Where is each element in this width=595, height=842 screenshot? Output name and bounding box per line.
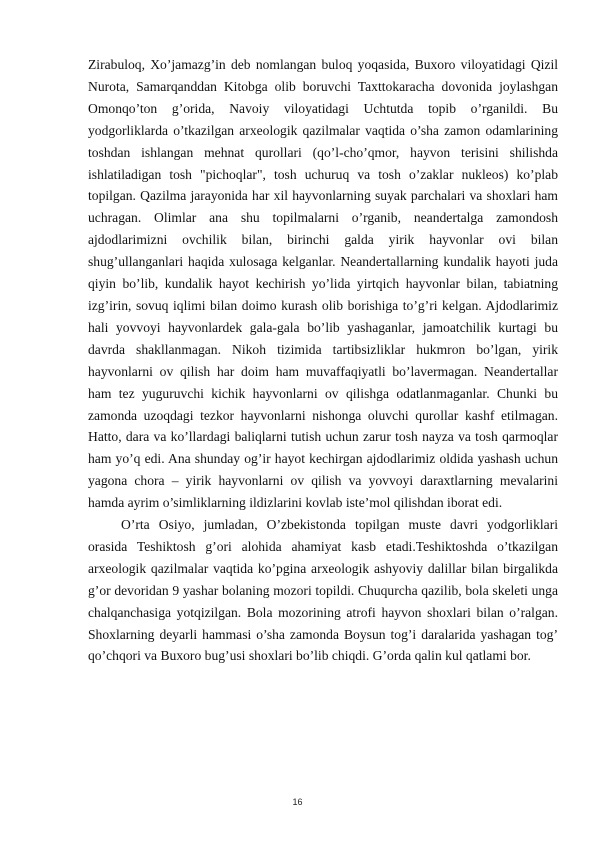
paragraph-2: O’rta Osiyo, jumladan, O’zbekistonda topilgan muste davri yodgorliklari orasida Teshiktosh g’ori alohida ahamiyat kasb etadi.Teshiktoshda o’tkazilgan arxeologik qazilmalar vaqtida ko’pgina arxeologik ashyoviy dalillar bilan birgalikda g’or devoridan 9 yashar bolaning mozori topildi. Chuqurcha qazilib, bola skeleti unga chalqanchasiga yotqizilgan. Bola mozorining atrofi hayvon shoxlari bilan o’ralgan. Shoxlarning deyarli hammasi o’sha zamonda Boysun tog’i daralarida yashagan tog’ qo’chqori va Buxoro bug’usi shoxlari bo’lib chiqdi. G’orda qalin kul qatlami bor. xyxy=(88,517,558,664)
body-text xyxy=(88,54,558,667)
paragraph-1: Zirabuloq, Xo’jamazg’in deb nomlangan buloq yoqasida, Buxoro viloyatidagi Qizil Nurota, Samarqanddan Kitobga olib boruvchi Taxttokaracha dovonida joylashgan Omonqo’ton g’orida, Navoiy viloyatidagi Uchtutda topib o’rganildi. Bu yodgorliklarda o’tkazilgan arxeologik qazilmalar vaqtida o’sha zamon odamlarining toshdan ishlangan mehnat qurollari (qo’l-cho’qmor, hayvon terisini shilishda ishlatiladigan tosh "pichoqlar", tosh uchuruq va tosh o’zaklar nukleos) ko’plab topilgan. Qazilma jarayonida har xil hayvonlarning suyak parchalari va shoxlari ham uchragan. Olimlar ana shu topilmalarni o’rganib, neandertalga zamondosh ajdodlarimizni ovchilik bilan, birinchi galda yirik hayvonlar ovi bilan shug’ullanganlari haqida xulosaga kelganlar. Neandertallarning kundalik hayoti juda qiyin bo’lib, kundalik hayot kechirish yo’lida yirtqich hayvonlar bilan, tabiatning izg’irin, sovuq iqlimi bilan doimo kurash olib borishiga to’g’ri kelgan. Ajdodlarimiz hali yovvoyi hayvonlardek gala-gala bo’lib yashaganlar, jamoatchilik kurtagi bu davrda shakllanmagan. Nikoh tizimida tartibsizliklar hukmron bo’lgan, yirik hayvonlarni ov qilish har doim ham muvaffaqiyatli bo’lavermagan. Neandertallar ham tez yuguruvchi kichik hayvonlarni ov qilishga odatlanmaganlar. Chunki bu zamonda uzoqdagi tezkor hayvonlarni nishonga oluvchi qurollar kashf etilmagan. Hatto, dara va ko’llardagi baliqlarni tutish uchun zarur tosh nayza va tosh qarmoqlar ham yo’q edi. Ana shunday og’ir hayot kechirgan ajdodlarimiz oldida yashash uchun yagona chora – yirik hayvonlarni ov qilish va yovvoyi daraxtlarning mevalarini hamda ayrim o’simliklarning ildizlarini kovlab iste’mol qilishdan iborat edi. xyxy=(88,57,558,511)
page-number: 16 xyxy=(292,797,303,807)
